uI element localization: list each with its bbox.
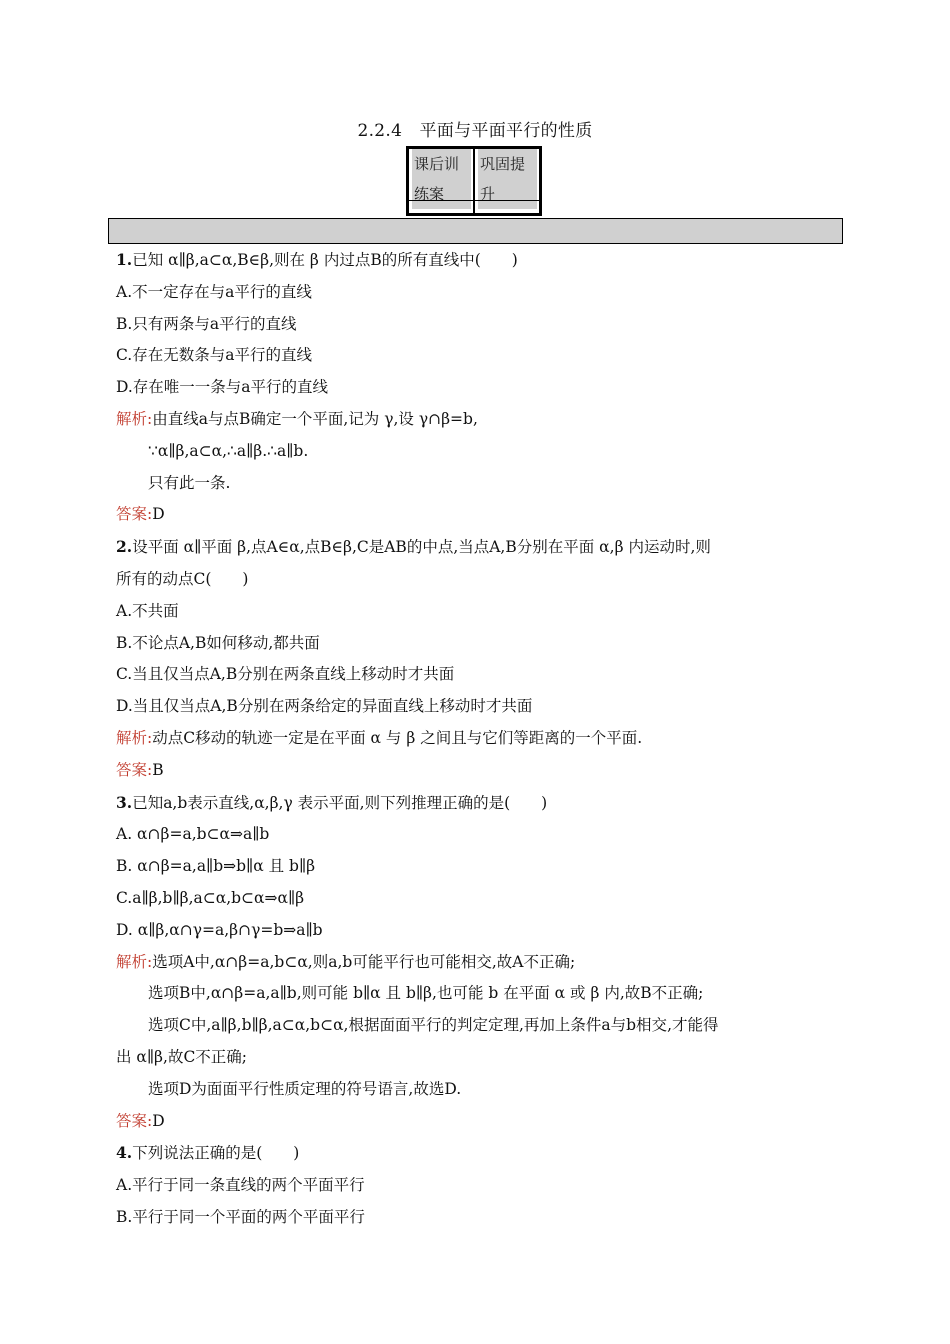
page-title: 2.2.4 平面与平面平行的性质: [357, 121, 593, 141]
question-2-option-c: C.当且仅当点A,B分别在两条直线上移动时才共面: [116, 665, 455, 684]
question-3-answer: 答案:D: [116, 1111, 165, 1130]
question-3-option-b: B. α∩β=a,a∥b⇒b∥α 且 b∥β: [116, 857, 316, 876]
question-1-option-b: B.只有两条与a平行的直线: [116, 314, 297, 333]
question-1-option-a: A.不一定存在与a平行的直线: [116, 282, 312, 301]
question-1-analysis-line-2: ∵α∥β,a⊂α,∴a∥β.∴a∥b.: [148, 441, 309, 460]
answer-label: 答案:: [116, 505, 153, 524]
question-4-option-b: B.平行于同一个平面的两个平面平行: [116, 1207, 365, 1226]
question-3-analysis-line-4: 出 α∥β,故C不正确;: [116, 1047, 248, 1066]
question-3-option-d: D. α∥β,α∩γ=a,β∩γ=b⇒a∥b: [116, 920, 323, 939]
question-2-option-b: B.不论点A,B如何移动,都共面: [116, 633, 320, 652]
question-3-analysis-line-5: 选项D为面面平行性质定理的符号语言,故选D.: [148, 1079, 462, 1098]
question-2-analysis: 解析:动点C移动的轨迹一定是在平面 α 与 β 之间且与它们等距离的一个平面.: [116, 728, 643, 747]
analysis-label: 解析:: [116, 409, 153, 428]
tag-text-1: 课后训练案: [412, 149, 471, 209]
exercise-content: [116, 244, 836, 1234]
tag-text-2: 巩固提升: [478, 149, 537, 209]
answer-label: 答案:: [116, 760, 153, 779]
tag-cell-1: [409, 149, 475, 213]
question-2-answer: 答案:B: [116, 760, 164, 779]
tag-divider: [409, 200, 473, 201]
question-1-analysis: 解析:由直线a与点B确定一个平面,记为 γ,设 γ∩β=b,: [116, 409, 478, 428]
question-4-option-a: A.平行于同一条直线的两个平面平行: [116, 1176, 365, 1195]
section-tag-box: [406, 146, 542, 216]
question-2-option-a: A.不共面: [116, 601, 179, 620]
question-3-analysis: 解析:选项A中,α∩β=a,b⊂α,则a,b可能平行也可能相交,故A不正确;: [116, 952, 576, 971]
question-1-analysis-line-3: 只有此一条.: [148, 473, 231, 492]
question-1-option-d: D.存在唯一一条与a平行的直线: [116, 378, 329, 397]
analysis-label: 解析:: [116, 728, 153, 747]
question-3-analysis-line-2: 选项B中,α∩β=a,a∥b,则可能 b∥α 且 b∥β,也可能 b 在平面 α 或 β 内,故B不正确;: [148, 984, 704, 1003]
question-2-stem-line-2: 所有的动点C( ): [116, 569, 249, 588]
question-1-option-c: C.存在无数条与a平行的直线: [116, 346, 312, 365]
question-3-stem: 3.已知a,b表示直线,α,β,γ 表示平面,则下列推理正确的是( ): [116, 792, 548, 812]
question-4-stem: 4.下列说法正确的是( ): [116, 1143, 300, 1163]
question-1-stem: 1.已知 α∥β,a⊂α,B∈β,则在 β 内过点B的所有直线中( ): [116, 250, 518, 269]
question-3-option-c: C.a∥β,b∥β,a⊂α,b⊂α⇒α∥β: [116, 888, 305, 907]
question-1-answer: 答案:D: [116, 505, 165, 524]
answer-label: 答案:: [116, 1111, 153, 1130]
question-2-option-d: D.当且仅当点A,B分别在两条给定的异面直线上移动时才共面: [116, 697, 533, 716]
analysis-label: 解析:: [116, 952, 153, 971]
section-banner: [108, 218, 843, 244]
tag-cell-2: [475, 149, 539, 213]
tag-divider: [475, 200, 539, 201]
question-3-option-a: A. α∩β=a,b⊂α⇒a∥b: [116, 825, 270, 844]
question-2-stem: 2.设平面 α∥平面 β,点A∈α,点B∈β,C是AB的中点,当点A,B分别在平面 α,β 内运动时,则: [116, 537, 711, 557]
question-3-analysis-line-3: 选项C中,a∥β,b∥β,a⊂α,b⊂α,根据面面平行的判定定理,再加上条件a与b相交,才能得: [148, 1016, 719, 1035]
